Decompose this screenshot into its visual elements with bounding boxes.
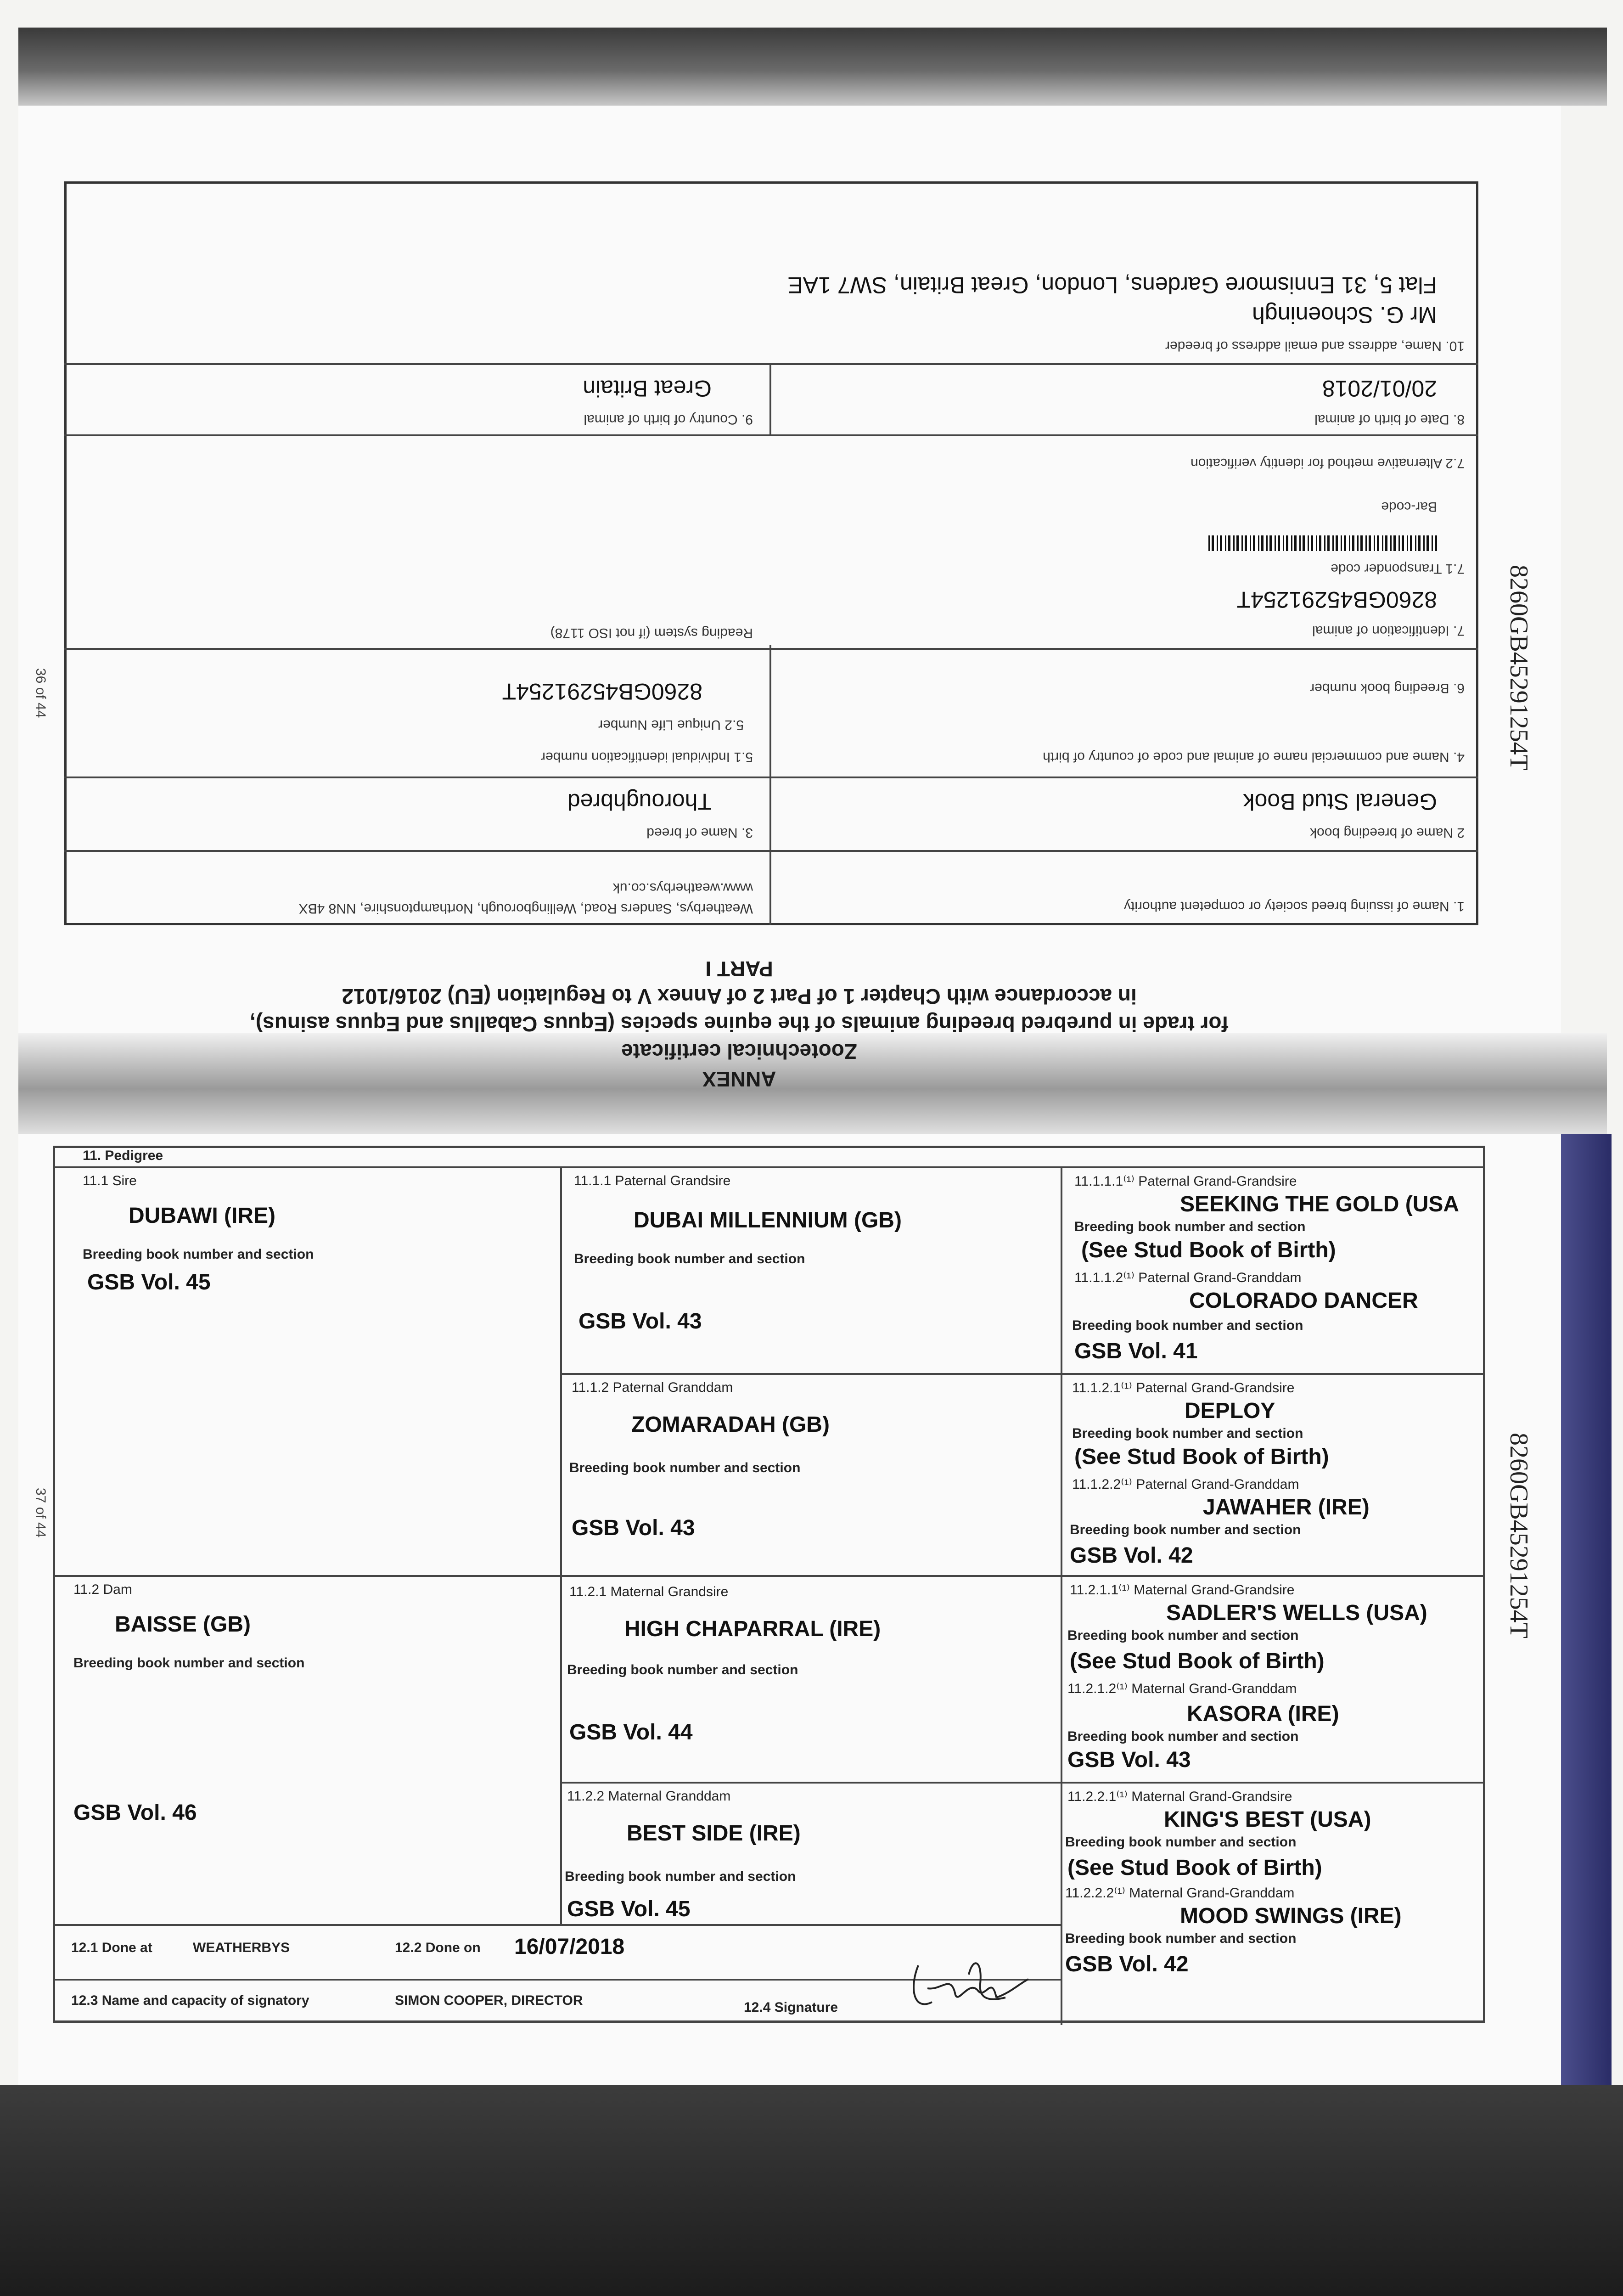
signatory-label: 12.3 Name and capacity of signatory xyxy=(71,1993,309,2008)
sire-bbs-label: Breeding book number and section xyxy=(83,1247,314,1262)
gg-1111-label: 11.1.1.1⁽¹⁾ Paternal Grand-Grandsire xyxy=(1074,1174,1297,1189)
gg-1212-book: GSB Vol. 43 xyxy=(1067,1748,1191,1772)
pedigree-table xyxy=(53,1146,1485,2023)
maternal-grandsire-label: 11.2.1 Maternal Grandsire xyxy=(569,1584,729,1599)
gg-1122-label: 11.1.2.2⁽¹⁾ Paternal Grand-Granddam xyxy=(1072,1477,1299,1492)
handwritten-signature xyxy=(900,1947,1038,2020)
pedigree-header: 11. Pedigree xyxy=(83,1148,163,1163)
sire-book: GSB Vol. 45 xyxy=(87,1270,211,1294)
field-7-label: 7. Identification of animal xyxy=(1312,623,1465,638)
row-divider xyxy=(560,1373,1483,1375)
gg-1121-bbs-label: Breeding book number and section xyxy=(1072,1426,1303,1441)
gg-1221-label: 11.2.2.1⁽¹⁾ Maternal Grand-Grandsire xyxy=(1067,1789,1292,1804)
signatory-value: SIMON COOPER, DIRECTOR xyxy=(395,1993,583,2008)
field-2-label: 2 Name of breeding book xyxy=(1310,825,1465,840)
paternal-grandsire-bbs-label: Breeding book number and section xyxy=(574,1251,805,1266)
field-9-label: 9. Country of birth of animal xyxy=(584,412,753,427)
gg-1222-label: 11.2.2.2⁽¹⁾ Maternal Grand-Granddam xyxy=(1065,1885,1295,1901)
certificate-titles xyxy=(211,955,1267,1093)
gg-1111-bbs-label: Breeding book number and section xyxy=(1074,1219,1306,1234)
field-7-2-label: 7.2 Alternative method for identity verification xyxy=(1191,456,1465,471)
gg-1211-label: 11.2.1.1⁽¹⁾ Maternal Grand-Grandsire xyxy=(1070,1582,1295,1598)
maternal-granddam-label: 11.2.2 Maternal Granddam xyxy=(567,1789,731,1804)
page-number-upper: 36 of 44 xyxy=(33,668,48,718)
title-line-1: for trade in purebred breeding animals of the equine species (Equus Caballus and Equus asinus), xyxy=(250,1012,1229,1036)
gg-1222-book: GSB Vol. 42 xyxy=(1065,1952,1189,1976)
col-divider xyxy=(769,778,771,925)
field-3-label: 3. Name of breed xyxy=(646,825,753,840)
certificate-title: Zootechnical certificate xyxy=(621,1040,857,1064)
paternal-granddam-name: ZOMARADAH (GB) xyxy=(631,1412,830,1437)
row-divider xyxy=(64,850,1478,852)
side-certificate-number-upper: 8260GB4529125​4T xyxy=(1505,565,1533,771)
field-1-web: www.weatherbys.co.uk xyxy=(612,880,753,895)
gg-1122-bbs-label: Breeding book number and section xyxy=(1070,1522,1301,1537)
sire-label: 11.1 Sire xyxy=(83,1173,137,1188)
field-8-label: 8. Date of birth of animal xyxy=(1314,412,1465,427)
pedigree-header-divider xyxy=(55,1166,1483,1168)
done-on-label: 12.2 Done on xyxy=(395,1940,481,1955)
maternal-granddam-name: BEST SIDE (IRE) xyxy=(627,1821,801,1846)
field-5-2-label: 5.2 Unique Life Number xyxy=(598,717,744,732)
row-divider xyxy=(64,777,1478,778)
row-divider xyxy=(560,1782,1483,1784)
gg-1211-bbs-label: Breeding book number and section xyxy=(1067,1628,1299,1643)
maternal-granddam-bbs-label: Breeding book number and section xyxy=(565,1869,796,1884)
field-10-label: 10. Name, address and email address of breeder xyxy=(1165,338,1465,354)
field-5-2-value: 8260GB4529125​4T xyxy=(502,679,702,704)
paternal-grandsire-book: GSB Vol. 43 xyxy=(578,1309,702,1334)
barcode-label: Bar-code xyxy=(1381,499,1437,514)
maternal-granddam-book: GSB Vol. 45 xyxy=(567,1897,691,1921)
field-2-value: General Stud Book xyxy=(1243,789,1437,815)
field-7-1-label: 7.1 Transponder code xyxy=(1331,561,1465,576)
gg-1122-book: GSB Vol. 42 xyxy=(1070,1543,1193,1568)
gg-1112-bbs-label: Breeding book number and section xyxy=(1072,1318,1303,1333)
gg-1222-bbs-label: Breeding book number and section xyxy=(1065,1931,1297,1946)
book-cover-edge xyxy=(1561,1134,1612,2085)
done-at-value: WEATHERBYS xyxy=(193,1940,290,1955)
gg-1222-name: MOOD SWINGS (IRE) xyxy=(1180,1904,1402,1928)
dam-name: BAISSE (GB) xyxy=(115,1612,251,1637)
breeder-name: Mr G. Schoeningh xyxy=(1252,302,1437,328)
gg-1211-book: (See Stud Book of Birth) xyxy=(1070,1649,1325,1673)
gg-1121-book: (See Stud Book of Birth) xyxy=(1074,1445,1329,1469)
sire-name: DUBAWI (IRE) xyxy=(129,1204,275,1228)
maternal-grandsire-bbs-label: Breeding book number and section xyxy=(567,1662,798,1677)
paternal-granddam-book: GSB Vol. 43 xyxy=(572,1516,695,1540)
gg-1111-book: (See Stud Book of Birth) xyxy=(1081,1238,1336,1262)
gg-1221-bbs-label: Breeding book number and section xyxy=(1065,1835,1297,1850)
maternal-grandsire-book: GSB Vol. 44 xyxy=(569,1720,693,1745)
field-9-value: Great Britain xyxy=(583,376,712,401)
col-divider xyxy=(560,1166,562,1924)
side-certificate-number-lower: 8260GB4529125​4T xyxy=(1505,1433,1533,1638)
field-1-value: Weatherbys, Sanders Road, Wellingborough, Northamptonshire, NN8 4BX xyxy=(298,901,753,916)
transponder-barcode xyxy=(1207,535,1437,551)
col-divider xyxy=(769,365,771,436)
col-divider xyxy=(1061,1166,1062,2025)
part-title: PART I xyxy=(705,957,773,981)
row-divider xyxy=(64,363,1478,365)
gg-1111-name: SEEKING THE GOLD (USA xyxy=(1180,1192,1460,1216)
row-divider xyxy=(64,648,1478,650)
paternal-grandsire-name: DUBAI MILLENNIUM (GB) xyxy=(634,1208,902,1232)
paternal-grandsire-label: 11.1.1 Paternal Grandsire xyxy=(574,1173,731,1188)
gg-1122-name: JAWAHER (IRE) xyxy=(1203,1495,1370,1519)
maternal-grandsire-name: HIGH CHAPARRAL (IRE) xyxy=(624,1617,881,1641)
annex-title: ANNEX xyxy=(702,1067,776,1091)
gg-1112-label: 11.1.1.2⁽¹⁾ Paternal Grand-Granddam xyxy=(1074,1270,1302,1285)
dam-label: 11.2 Dam xyxy=(73,1582,132,1597)
gg-1112-name: COLORADO DANCER xyxy=(1189,1289,1418,1313)
done-at-label: 12.1 Done at xyxy=(71,1940,152,1955)
row-divider xyxy=(55,1924,1061,1926)
signature-label: 12.4 Signature xyxy=(744,2000,838,2015)
title-line-2: in accordance with Chapter 1 of Part 2 of Annex V to Regulation (EU) 2016/1012 xyxy=(342,985,1137,1008)
dam-bbs-label: Breeding book number and section xyxy=(73,1655,305,1671)
paternal-granddam-label: 11.1.2 Paternal Granddam xyxy=(572,1380,733,1395)
scanner-edge-bottom xyxy=(0,2085,1623,2296)
gg-1112-book: GSB Vol. 41 xyxy=(1074,1339,1198,1363)
reading-system-label: Reading system (if not ISO 1178) xyxy=(550,625,753,641)
field-8-value: 20/01/2018 xyxy=(1322,376,1437,401)
row-divider xyxy=(64,434,1478,436)
gg-1221-name: KING'S BEST (USA) xyxy=(1164,1807,1371,1832)
gg-1121-label: 11.1.2.1⁽¹⁾ Paternal Grand-Grandsire xyxy=(1072,1380,1295,1396)
paternal-granddam-bbs-label: Breeding book number and section xyxy=(569,1460,801,1475)
gg-1212-label: 11.2.1.2⁽¹⁾ Maternal Grand-Granddam xyxy=(1067,1681,1297,1696)
gg-1212-bbs-label: Breeding book number and section xyxy=(1067,1729,1299,1744)
page-number-lower: 37 of 44 xyxy=(33,1488,48,1538)
dam-book: GSB Vol. 46 xyxy=(73,1801,197,1825)
field-4-label: 4. Name and commercial name of animal and code of country of birth xyxy=(1043,749,1465,765)
part-one-table xyxy=(64,181,1478,925)
col-divider xyxy=(769,645,771,778)
row-divider xyxy=(55,1575,1483,1577)
gg-1121-name: DEPLOY xyxy=(1185,1399,1275,1423)
gg-1211-name: SADLER'S WELLS (USA) xyxy=(1166,1601,1427,1625)
scanner-edge-top xyxy=(18,28,1607,106)
field-7-value: 8260GB4529125​4T xyxy=(1236,587,1437,613)
field-3-value: Thoroughbred xyxy=(567,789,712,815)
gg-1221-book: (See Stud Book of Birth) xyxy=(1067,1856,1322,1880)
field-6-label: 6. Breeding book number xyxy=(1310,681,1465,696)
done-on-value: 16/07/2018 xyxy=(514,1935,625,1959)
field-1-label: 1. Name of issuing breed society or competent authority xyxy=(1123,899,1465,914)
field-5-1-label: 5.1 Individual identification number xyxy=(541,749,753,765)
breeder-address: Flat 5, 31 Ennismore Gardens, London, Great Britain, SW7 1AE xyxy=(787,272,1437,298)
gg-1212-name: KASORA (IRE) xyxy=(1187,1702,1339,1726)
